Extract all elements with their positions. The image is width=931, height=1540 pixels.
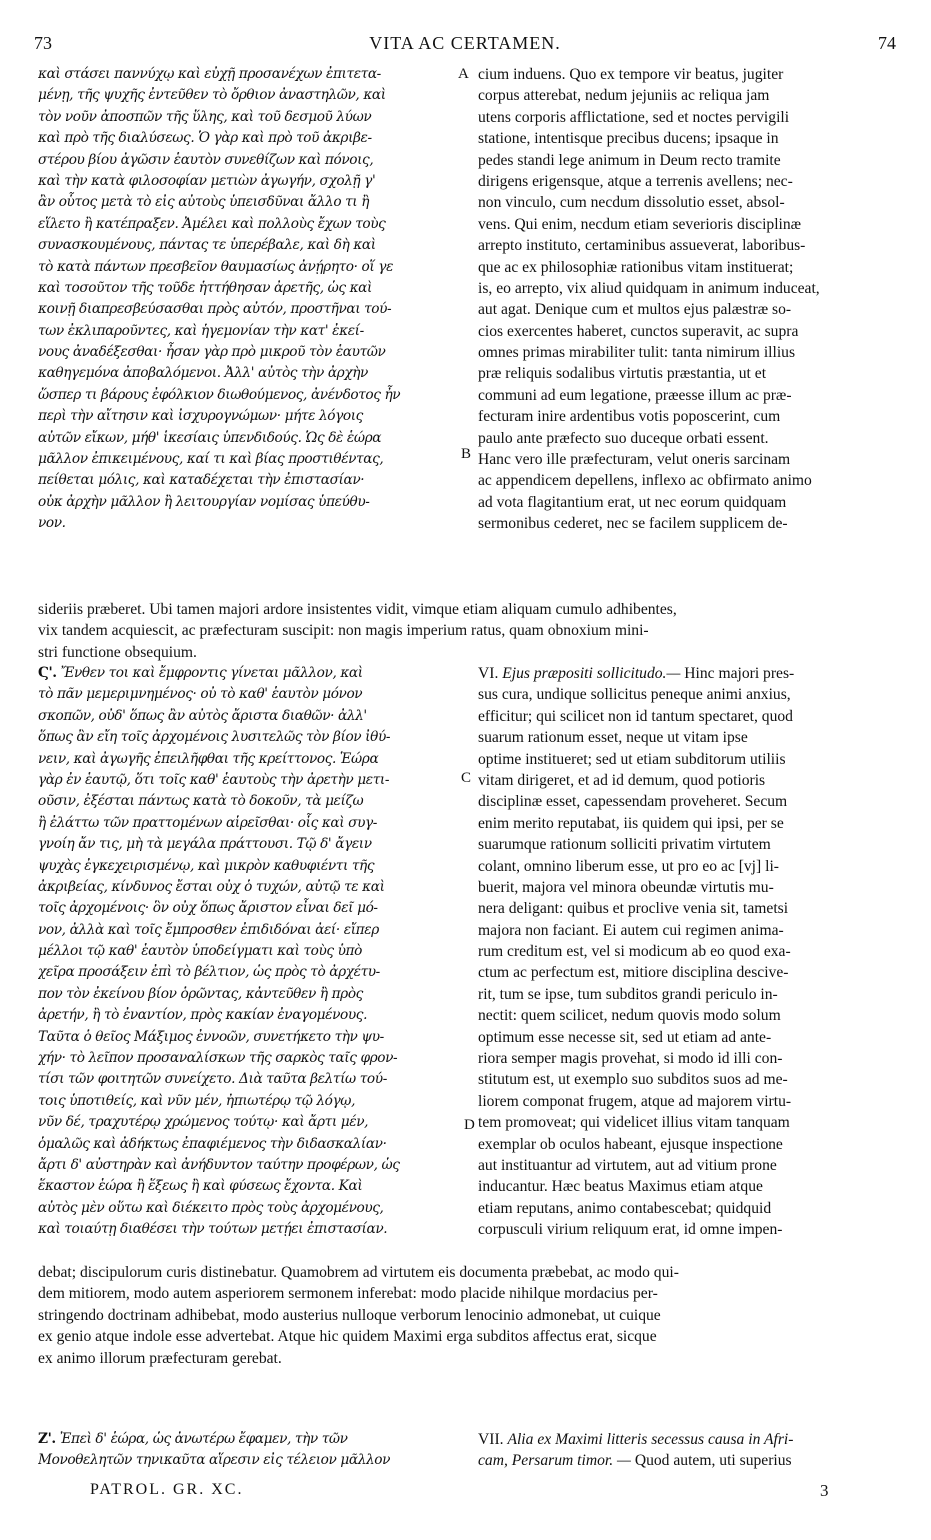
text-line: que ac ex philosophiæ rationibus vitam instituerat;	[478, 258, 794, 276]
text-line: vens. Qui enim, necdum etiam severioris disciplinæ	[478, 215, 802, 233]
text-line: majora non faciant. Ei autem cui regimen anima-	[478, 921, 784, 939]
text-line: suarumque rationum solliciti privatim virtutem	[478, 836, 771, 854]
text-line	[38, 556, 456, 577]
text-line: inducantur. Hæc beatus Maximus etiam atque	[478, 1178, 763, 1196]
text-line	[478, 1429, 894, 1450]
text-line	[478, 556, 894, 577]
running-title: VITA AC CERTAMEN.	[369, 33, 561, 53]
section-number: VI.	[478, 665, 499, 682]
text-line: vix tandem acquiescit, ac præfecturam suscipit: non magis imperium ratus, quam obnoxium mini-	[38, 622, 649, 640]
text-line: cam, Persarum timor. — Quod autem, uti superius	[478, 1452, 792, 1470]
text-line: συνασκουμένους, πάντας τε ὑπερέβαλε, καὶ δὴ καὶ	[38, 237, 376, 254]
text-line: sermonibus cederet, nec se facilem supplicem de-	[478, 515, 788, 533]
text-line: stringendo doctrinam adhibebat, modo austerius nulloque verborum lenocinio admonebat, ut cuique	[38, 1306, 661, 1324]
latin-column-lower	[478, 663, 894, 1283]
margin-letter-d: D	[464, 1117, 475, 1133]
text-line: pedes standi lege animum in Deum recto tramite	[478, 151, 781, 169]
latin-column-final	[478, 1429, 894, 1472]
text-line: τὸ πᾶν μεμεριμνημένος· οὐ τὸ καθ' ἑαυτὸν μόνον	[38, 686, 363, 703]
greek-column-upper	[38, 64, 456, 599]
text-line: καὶ τοσοῦτον τῆς τοῦδε ἡττήθησαν ἀρετῆς, ὡς καὶ	[38, 279, 372, 296]
footer-sheet-number: 3	[820, 1481, 829, 1500]
latin-fullwidth-upper	[38, 599, 896, 663]
text-line: stri functione obsequium.	[38, 643, 197, 661]
text-line: αὐτῶν εἴκων, μήθ' ἱκεσίαις ὑπενδιδούς. Ὡς δὲ ἑώρα	[38, 429, 382, 446]
section-number: Ϛ'.	[38, 665, 57, 681]
right-column-number: 74	[878, 33, 896, 53]
text-line: arrepto instituto, certaminibus assueverat, laboribus-	[478, 237, 806, 255]
text-line: VI. Ejus præpositi sollicitudo.— Hinc majori pres-	[478, 665, 795, 682]
text-line: corpusculi virium reliquum erat, id omne impen-	[478, 1221, 783, 1239]
text-line: paulo ante præfecto suo duceque orbati essent.	[478, 429, 769, 447]
text-line: exemplar ob oculos habeant, ejusque inspectione	[478, 1135, 783, 1153]
text-line	[38, 1369, 896, 1390]
text-line: οὐκ ἀρχὴν μᾶλλον ἢ λειτουργίαν νομίσας ὑπεύθυ-	[38, 493, 370, 510]
text-line: τοις ὑποτιθείς, καὶ νῦν μέν, ἠπιωτέρῳ τῷ λόγῳ,	[38, 1092, 356, 1109]
text-line: τίσι τῶν φοιτητῶν συνείχετο. Διὰ ταῦτα βελτίω τού-	[38, 1071, 387, 1088]
greek-column-lower	[38, 663, 456, 1283]
text-line: γὰρ ἐν ἑαυτῷ, ὅτι τοῖς καθ' ἑαυτοὺς τὴν ἀρετὴν μετι-	[38, 771, 390, 788]
text-line	[38, 535, 456, 556]
text-line: καὶ πρὸ τῆς διαλύσεως. Ὁ γὰρ καὶ πρὸ τοῦ ἀκριβε-	[38, 130, 372, 147]
text-line: πον τὸν ἐκείνου βίον ὁρῶντας, κἀντεῦθεν ἢ πρὸς	[38, 985, 363, 1002]
section-number: Ζ'.	[38, 1431, 56, 1447]
text-line: ex animo illorum præfecturam gerebat.	[38, 1349, 282, 1367]
text-line: νῦν δέ, τραχυτέρῳ χρώμενος τούτῳ· καὶ ἄρτι μέν,	[38, 1114, 369, 1131]
text-line	[38, 1390, 896, 1411]
greek-column-final	[38, 1429, 456, 1472]
text-line: Hanc vero ille præfecturam, velut oneris sarcinam	[478, 451, 791, 469]
running-header	[34, 33, 896, 59]
text-line: tem promoveat; qui videlicet illius vitam tanquam	[478, 1114, 790, 1132]
text-line: καὶ τὴν κατὰ φιλοσοφίαν μετιὼν ἀγωγήν, σχολῇ γ'	[38, 172, 376, 189]
margin-letter-b: B	[461, 446, 472, 462]
text-line: optimum esse necesse sit, sed ut etiam ad ante-	[478, 1028, 772, 1046]
footer-signature: PATROL. GR. XC.	[90, 1481, 244, 1498]
text-line: cios exercentes haberet, cunctos superavit, ac supra	[478, 322, 799, 340]
text-line: omnes primas mirabiliter tulit: tanta nimirum illius	[478, 344, 796, 362]
text-line: κοινῇ διαπρεσβεύσασθαι πρὸς αὐτόν, προστῆναι τού-	[38, 301, 392, 318]
text-line: τὸν νοῦν ἀποσπῶν τῆς ὕλης, καὶ τοῦ δεσμοῦ λύων	[38, 108, 372, 125]
latin-column-upper	[478, 64, 894, 599]
text-line: χεῖρα προσάξειν ἐπὶ τὸ βέλτιον, ὡς πρὸς τὸ ἀρχέτυ-	[38, 964, 380, 981]
text-line: γνοίη ἄν τις, μὴ τὰ μεγάλα πράττουσι. Τῷ δ' ἄγειν	[38, 836, 372, 853]
text-line: liorem componat frugem, atque ad majorem virtu-	[478, 1092, 792, 1110]
text-line: ad vota flagitantium erat, ut nec eorum quidquam	[478, 493, 787, 511]
text-line	[478, 1241, 894, 1262]
text-line: ac appendicem depellens, inflexo ac obfirmato animo	[478, 472, 812, 490]
text-line: ὥσπερ τι βάρους ἐφόλκιον διωθούμενος, ἀνένδοτος ἦν	[38, 386, 401, 403]
text-line: οῦσιν, ἐξέσται πάντως κατὰ τὸ δοκοῦν, τὰ μείζω	[38, 793, 364, 810]
text-line: καὶ τοιαύτῃ διαθέσει τὴν τούτων μετῄει ἐπιστασίαν.	[38, 1221, 388, 1238]
text-line: stitutum est, ut exemplo suo subditos suos ad me-	[478, 1071, 788, 1089]
text-line: efficitur; qui scilicet non id tantum spectaret, quod	[478, 707, 793, 725]
text-line: fecturam inire ardentibus votis poposcerint, cum	[478, 408, 781, 426]
text-line: ἕκαστον ἑώρα ἢ ἕξεως ἢ καὶ φύσεως ἔχοντα. Καὶ	[38, 1178, 363, 1195]
text-line: στέρου βίου ἀγῶσιν ἑαυτὸν συνεθίζων καὶ πόνοις,	[38, 151, 374, 168]
text-line: optime institueret; sed ut etiam subditorum utiliis	[478, 750, 786, 768]
text-line: πείθεται μόλις, καὶ καταδέχεται τὴν ἐπιστασίαν·	[38, 472, 365, 489]
text-line: ἄρτι δ' αὐστηρὰν καὶ ἀνήδυντον ταύτην προφέρων, ὡς	[38, 1156, 400, 1173]
latin-fullwidth-lower	[38, 1262, 896, 1412]
text-line: is, eo arrepto, vix aliud quidquam in animum induceat,	[478, 279, 820, 297]
text-line: Ϛ'. Ἔνθεν τοι καὶ ἔμφροντις γίνεται μᾶλλον, καὶ	[38, 665, 363, 681]
text-line: non vinculo, cum necdum dissolutio esset, absol-	[478, 194, 785, 212]
text-line: suarum rationum esset, neque ut vitam ipse	[478, 729, 748, 747]
margin-letter-a: A	[458, 66, 469, 82]
text-line: ἀρετήν, ἢ τὸ ἐναντίον, πρὸς κακίαν ἐναγομένους.	[38, 1007, 368, 1024]
text-line: corpus atterebat, nedum jejuniis ac reliqua jam	[478, 87, 770, 105]
text-line: ἀκριβείας, κίνδυνος ἔσται οὐχ ὁ τυχών, αὐτῷ τε καὶ	[38, 878, 385, 895]
text-line: rit, tum se ipse, tum subditos grandi periculo in-	[478, 985, 778, 1003]
text-line: nera deligant: quibus et proclive venia sit, tametsi	[478, 900, 789, 918]
text-line: sus cura, undique sollicitus peneque animi anxius,	[478, 686, 791, 704]
text-line: aut agat. Denique cum et multos ejus palæstræ so-	[478, 301, 792, 319]
text-line: νον.	[38, 515, 66, 532]
margin-letter-c: C	[461, 770, 472, 786]
section-number: VII.	[478, 1431, 504, 1448]
text-line: μᾶλλον ἐπικειμένους, καί τι καὶ βίας προστιθέντας,	[38, 451, 384, 468]
text-line: buerit, majora vel minora obeundæ virtutis mu-	[478, 878, 774, 896]
text-line: Ταῦτα ὁ θεῖος Μάξιμος ἐννοῶν, συνετήκετο τὴν ψυ-	[38, 1028, 384, 1045]
text-line: νους ἀναδέξεσθαι· ἦσαν γὰρ πρὸ μικροῦ τὸν ἑαυτῶν	[38, 344, 386, 361]
text-line: ὁμαλῶς καὶ ἀδήκτως ἐπαφιέμενος τὴν διδασκαλίαν·	[38, 1135, 387, 1152]
text-line	[478, 535, 894, 556]
text-line: sideriis præberet. Ubi tamen majori ardore insistentes vidit, vimque etiam aliquam cumulo adhibentes,	[38, 601, 677, 618]
text-line	[38, 1241, 456, 1262]
section-heading: Alia ex Maximi litteris secessus causa in Afri-	[507, 1431, 794, 1448]
text-line: μέλλοι τῷ καθ' ἑαυτὸν ὑποδείγματι καὶ τοὺς ὑπὸ	[38, 943, 362, 960]
left-column-number: 73	[34, 33, 52, 53]
text-line	[478, 577, 894, 598]
text-line: τὸ κατὰ πάντων πρεσβεῖον θαυμασίως ἀνῄρητο· οἵ γε	[38, 258, 394, 275]
text-line: ψυχὰς ἐγκεχειρισμένῳ, καὶ μικρὸν καθυφιέντι τῆς	[38, 857, 375, 874]
text-line: αὐτὸς μὲν οὕτω καὶ διέκειτο πρὸς τοὺς ἀρχομένους,	[38, 1199, 384, 1216]
text-line: utens corporis afflictatione, sed et noctes pervigili	[478, 108, 790, 126]
text-line: enim merito reputabat, iis quidem qui ipsi, per se	[478, 814, 784, 832]
text-line: communi ad eum legatione, præesse illum ac præ-	[478, 386, 792, 404]
text-line: aut instituantur ad virtutem, aut ad vitium prone	[478, 1156, 777, 1174]
text-line: νειν, καὶ ἀγωγῆς ἐπειλῆφθαι τῆς κρείττονος. Ἑώρα	[38, 750, 379, 767]
text-line: vitam dirigeret, et ad id demum, quod potioris	[478, 771, 766, 789]
text-line: dirigens erigensque, atque a terrenis avellens; nec-	[478, 172, 793, 190]
text-line: ctum ac perfectum est, mitiore disciplina descive-	[478, 964, 789, 982]
text-line: περὶ τὴν αἴτησιν καὶ ἰσχυρογνώμων· μήτε λόγοις	[38, 408, 363, 425]
text-line: riora semper magis provehat, si modo id illi con-	[478, 1050, 783, 1068]
text-line: νον, ἀλλὰ καὶ τοῖς ἔμπροσθεν ἐπιδιδόναι ἀεί· εἴπερ	[38, 921, 379, 938]
text-line: καὶ στάσει παννύχῳ καὶ εὐχῇ προσανέχων ἐπιτετα-	[38, 66, 381, 82]
text-line: ἂν οὗτος μετὰ τὸ εἰς αὐτοὺς ὑπεισδῦναι ἄλλο τι ἢ	[38, 194, 370, 211]
text-line: Μονοθελητῶν τηνικαῦτα αἵρεσιν εἰς τέλειον μᾶλλον	[38, 1452, 391, 1469]
text-line: disciplinæ esset, capessendam proveheret. Secum	[478, 793, 788, 811]
text-line: nectit: quem scilicet, nedum quovis modo solum	[478, 1007, 781, 1025]
text-line: μένῃ, τῆς ψυχῆς ἐντεῦθεν τὸ ὄρθιον ἀναστηλῶν, καὶ	[38, 87, 386, 104]
text-line: rum creditum est, vel si modicum ab eo quod exa-	[478, 943, 791, 961]
text-line: χήν· τὸ λεῖπον προσαναλίσκων τῆς σαρκὸς ταῖς φρον-	[38, 1050, 398, 1067]
text-line: Ζ'. Ἐπεὶ δ' ἑώρα, ὡς ἀνωτέρω ἔφαμεν, τὴν τῶν	[38, 1431, 348, 1447]
text-line: ἢ ἐλάττω τῶν πραττομένων αἱρεῖσθαι· οἷς καὶ συγ-	[38, 814, 378, 831]
text-line: σκοπῶν, οὐδ' ὅπως ἂν αὐτὸς ἄριστα διαθῶν· ἀλλ'	[38, 707, 367, 724]
text-line: dem mitiorem, modo autem asperiorem sermonem inferebat: modo placide nihilque mordacius per-	[38, 1285, 658, 1303]
text-line: τοῖς ἀρχομένοις· ὃν οὐχ ὅπως ἄριστον εἶναι δεῖ μό-	[38, 900, 378, 917]
text-line: των ἐκλιπαροῦντες, καὶ ἡγεμονίαν τὴν κατ' ἐκεί-	[38, 322, 364, 339]
text-line: præ reliquis sodalibus virtutis præstantia, ut et	[478, 365, 767, 383]
text-line: etiam reputans, animo contabescebat; quidquid	[478, 1199, 772, 1217]
text-line: ex genio atque indole esse advertebat. Atque hic quidem Maximi erga subditos affectus erat, sicque	[38, 1328, 657, 1346]
text-line: cium induens. Quo ex tempore vir beatus, jugiter	[478, 66, 784, 83]
text-line: ὅπως ἂν εἴη τοῖς ἀρχομένοις λυσιτελῶς τὸν βίον ἰθύ-	[38, 729, 391, 746]
section-heading: cam, Persarum timor. —	[478, 1452, 631, 1470]
text-line	[38, 577, 456, 598]
text-line: debat; discipulorum curis distinebatur. Quamobrem ad virtutem eis documenta præbebat, ac modo qui-	[38, 1264, 679, 1281]
text-line: colant, omnino liberum esse, ut pro eo ac [vj] li-	[478, 857, 779, 875]
section-heading: Ejus præpositi sollicitudo.—	[502, 665, 681, 682]
text-line: εἵλετο ἢ κατέπραξεν. Ἀμέλει καὶ πολλοὺς ἔχων τοὺς	[38, 215, 386, 232]
text-line: statione, intentisque precibus ducens; ipsaque in	[478, 130, 779, 148]
text-line: καθηγεμόνα ἀποβαλόμενοι. Ἀλλ' αὐτὸς τὴν ἀρχὴν	[38, 365, 368, 382]
